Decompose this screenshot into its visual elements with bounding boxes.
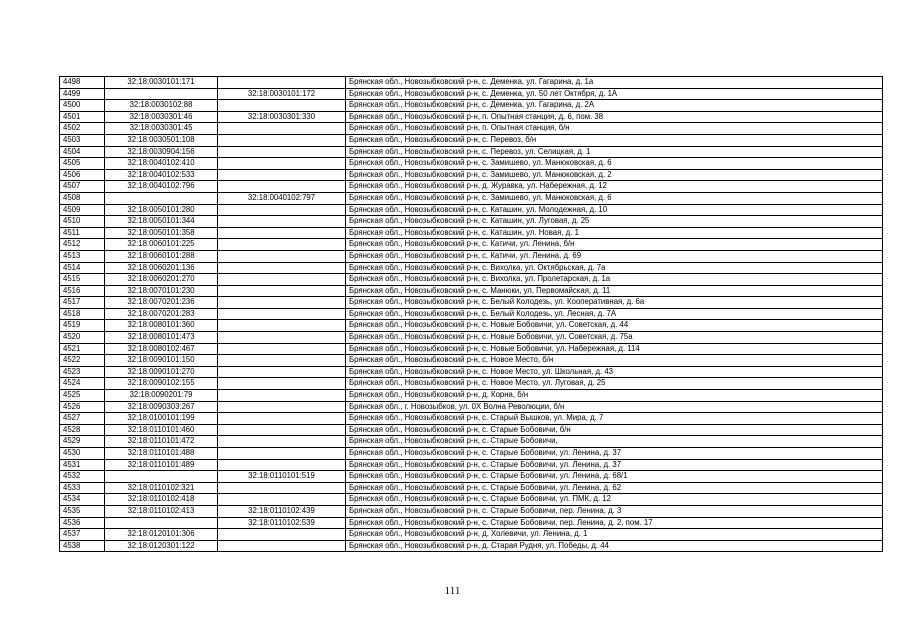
table-row <box>60 274 883 286</box>
row-number-cell: 4535 <box>60 505 105 517</box>
address-cell: Брянская обл., Новозыбковский р-н, с. Манюки, ул. Первомайская, д. 11 <box>346 285 883 297</box>
building-cadastral-number-cell <box>218 308 346 320</box>
land-cadastral-number-cell: 32:18:0120301:122 <box>105 540 218 552</box>
table-row <box>60 239 883 251</box>
land-cadastral-number-cell: 32:18:0090201:79 <box>105 390 218 402</box>
address-cell: Брянская обл., Новозыбковский р-н, с. Каташин, ул. Луговая, д. 25 <box>346 216 883 228</box>
row-number-cell: 4509 <box>60 204 105 216</box>
land-cadastral-number-cell: 32:18:0060201:136 <box>105 262 218 274</box>
land-cadastral-number-cell <box>105 88 218 100</box>
address-cell: Брянская обл., Новозыбковский р-н, с. Замишево, ул. Манюковская, д. 6 <box>346 192 883 204</box>
row-number-cell: 4527 <box>60 413 105 425</box>
row-number-cell: 4525 <box>60 390 105 402</box>
table-row <box>60 529 883 541</box>
row-number-cell: 4538 <box>60 540 105 552</box>
building-cadastral-number-cell <box>218 134 346 146</box>
row-number-cell: 4534 <box>60 494 105 506</box>
table-row <box>60 320 883 332</box>
table-row <box>60 158 883 170</box>
address-cell: Брянская обл., Новозыбковский р-н, с. Перевоз, ул. Селицкая, д. 1 <box>346 146 883 158</box>
table-row <box>60 413 883 425</box>
building-cadastral-number-cell <box>218 169 346 181</box>
land-cadastral-number-cell: 32:18:0030101:171 <box>105 77 218 89</box>
building-cadastral-number-cell: 32:18:0110102:439 <box>218 505 346 517</box>
row-number-cell: 4530 <box>60 448 105 460</box>
building-cadastral-number-cell <box>218 332 346 344</box>
land-cadastral-number-cell: 32:18:0040102:533 <box>105 169 218 181</box>
address-cell: Брянская обл., Новозыбковский р-н, с. Каташин, ул. Молодежная, д. 10 <box>346 204 883 216</box>
table-row <box>60 192 883 204</box>
address-cell: Брянская обл., Новозыбковский р-н, с. Каташин, ул. Новая, д. 1 <box>346 227 883 239</box>
building-cadastral-number-cell <box>218 378 346 390</box>
row-number-cell: 4503 <box>60 134 105 146</box>
address-cell: Брянская обл., Новозыбковский р-н, с. Перевоз, б/н <box>346 134 883 146</box>
land-cadastral-number-cell: 32:18:0090101:270 <box>105 366 218 378</box>
land-cadastral-number-cell: 32:18:0040102:796 <box>105 181 218 193</box>
building-cadastral-number-cell <box>218 250 346 262</box>
land-cadastral-number-cell: 32:18:0120101:306 <box>105 529 218 541</box>
address-cell: Брянская обл., Новозыбковский р-н, д. Холевичи, ул. Ленина, д. 1 <box>346 529 883 541</box>
land-cadastral-number-cell: 32:18:0110101:488 <box>105 448 218 460</box>
table-row <box>60 471 883 483</box>
land-cadastral-number-cell: 32:18:0090303:267 <box>105 401 218 413</box>
address-cell: Брянская обл., Новозыбковский р-н, с. Новое Место, б/н <box>346 355 883 367</box>
address-cell: Брянская обл., Новозыбковский р-н, с. Замишево, ул. Манюковская, д. 6 <box>346 158 883 170</box>
table-row <box>60 355 883 367</box>
table-row <box>60 77 883 89</box>
land-cadastral-number-cell: 32:18:0050101:344 <box>105 216 218 228</box>
table-row <box>60 366 883 378</box>
row-number-cell: 4536 <box>60 517 105 529</box>
table-row <box>60 343 883 355</box>
row-number-cell: 4521 <box>60 343 105 355</box>
building-cadastral-number-cell <box>218 239 346 251</box>
row-number-cell: 4537 <box>60 529 105 541</box>
table-row <box>60 401 883 413</box>
row-number-cell: 4533 <box>60 482 105 494</box>
table-row <box>60 505 883 517</box>
address-cell: Брянская обл., Новозыбковский р-н, с. Старые Бобовичи, ул. Ленина, д. 37 <box>346 448 883 460</box>
table-row <box>60 332 883 344</box>
address-cell: Брянская обл., Новозыбковский р-н, с. Старые Бобовичи, пер. Ленина, д. 3 <box>346 505 883 517</box>
land-cadastral-number-cell: 32:18:0070201:283 <box>105 308 218 320</box>
table-row <box>60 459 883 471</box>
building-cadastral-number-cell <box>218 123 346 135</box>
building-cadastral-number-cell: 32:18:0040102:797 <box>218 192 346 204</box>
row-number-cell: 4524 <box>60 378 105 390</box>
building-cadastral-number-cell <box>218 343 346 355</box>
building-cadastral-number-cell <box>218 181 346 193</box>
row-number-cell: 4531 <box>60 459 105 471</box>
land-cadastral-number-cell: 32:18:0080102:467 <box>105 343 218 355</box>
address-cell: Брянская обл., г. Новозыбков, ул. 0Х Волна Революции, б/н <box>346 401 883 413</box>
row-number-cell: 4499 <box>60 88 105 100</box>
table-row <box>60 216 883 228</box>
table-row <box>60 540 883 552</box>
land-cadastral-number-cell: 32:18:0070201:236 <box>105 297 218 309</box>
address-cell: Брянская обл., Новозыбковский р-н, с. Старые Бобовичи, ул. Ленина, д. 68/1 <box>346 471 883 483</box>
land-cadastral-number-cell: 32:18:0060201:270 <box>105 274 218 286</box>
address-cell: Брянская обл., Новозыбковский р-н, с. Старый Вышков, ул. Мира, д. 7 <box>346 413 883 425</box>
address-cell: Брянская обл., Новозыбковский р-н, с. Новые Бобовичи, ул. Советская, д. 44 <box>346 320 883 332</box>
land-cadastral-number-cell: 32:18:0060101:288 <box>105 250 218 262</box>
building-cadastral-number-cell <box>218 424 346 436</box>
building-cadastral-number-cell <box>218 448 346 460</box>
land-cadastral-number-cell: 32:18:0110102:418 <box>105 494 218 506</box>
land-cadastral-number-cell: 32:18:0080101:473 <box>105 332 218 344</box>
row-number-cell: 4517 <box>60 297 105 309</box>
row-number-cell: 4518 <box>60 308 105 320</box>
land-cadastral-number-cell: 32:18:0110101:460 <box>105 424 218 436</box>
table-row <box>60 100 883 112</box>
row-number-cell: 4505 <box>60 158 105 170</box>
table-row <box>60 262 883 274</box>
row-number-cell: 4512 <box>60 239 105 251</box>
row-number-cell: 4510 <box>60 216 105 228</box>
address-cell: Брянская обл., Новозыбковский р-н, с. Новые Бобовичи, ул. Набережная, д. 114 <box>346 343 883 355</box>
address-cell: Брянская обл., Новозыбковский р-н, п. Опытная станция, б/н <box>346 123 883 135</box>
land-cadastral-number-cell: 32:18:0090101:150 <box>105 355 218 367</box>
address-cell: Брянская обл., Новозыбковский р-н, с. Белый Колодезь, ул. Кооперативная, д. 6а <box>346 297 883 309</box>
land-cadastral-number-cell: 32:18:0030904:156 <box>105 146 218 158</box>
building-cadastral-number-cell: 32:18:0110102:539 <box>218 517 346 529</box>
table-row <box>60 204 883 216</box>
building-cadastral-number-cell <box>218 494 346 506</box>
building-cadastral-number-cell <box>218 274 346 286</box>
land-cadastral-number-cell: 32:18:0080101:360 <box>105 320 218 332</box>
building-cadastral-number-cell <box>218 540 346 552</box>
table-row <box>60 123 883 135</box>
table-row <box>60 134 883 146</box>
land-cadastral-number-cell: 32:18:0030301:45 <box>105 123 218 135</box>
building-cadastral-number-cell <box>218 413 346 425</box>
address-cell: Брянская обл., Новозыбковский р-н, д. Корна, б/н <box>346 390 883 402</box>
row-number-cell: 4523 <box>60 366 105 378</box>
land-cadastral-number-cell: 32:18:0100101:199 <box>105 413 218 425</box>
building-cadastral-number-cell <box>218 366 346 378</box>
building-cadastral-number-cell: 32:18:0110101:519 <box>218 471 346 483</box>
building-cadastral-number-cell: 32:18:0030301:330 <box>218 111 346 123</box>
table-row <box>60 111 883 123</box>
row-number-cell: 4513 <box>60 250 105 262</box>
table-row <box>60 448 883 460</box>
building-cadastral-number-cell <box>218 216 346 228</box>
land-cadastral-number-cell: 32:18:0110101:472 <box>105 436 218 448</box>
row-number-cell: 4506 <box>60 169 105 181</box>
building-cadastral-number-cell <box>218 390 346 402</box>
address-cell: Брянская обл., Новозыбковский р-н, д. Старая Рудня, ул. Победы, д. 44 <box>346 540 883 552</box>
building-cadastral-number-cell <box>218 146 346 158</box>
building-cadastral-number-cell <box>218 401 346 413</box>
address-cell: Брянская обл., Новозыбковский р-н, с. Вихолка, ул. Октябрьская, д. 7а <box>346 262 883 274</box>
building-cadastral-number-cell <box>218 436 346 448</box>
row-number-cell: 4528 <box>60 424 105 436</box>
table-row <box>60 169 883 181</box>
address-cell: Брянская обл., Новозыбковский р-н, с. Старые Бобовичи, ул. Ленина, д. 37 <box>346 459 883 471</box>
table-row <box>60 482 883 494</box>
table-row <box>60 146 883 158</box>
address-cell: Брянская обл., Новозыбковский р-н, с. Деменка, ул. 50 лет Октября, д. 1А <box>346 88 883 100</box>
address-cell: Брянская обл., Новозыбковский р-н, с. Вихолка, ул. Пролетарская, д. 1а <box>346 274 883 286</box>
land-cadastral-number-cell: 32:18:0110101:489 <box>105 459 218 471</box>
building-cadastral-number-cell <box>218 77 346 89</box>
building-cadastral-number-cell <box>218 297 346 309</box>
address-cell: Брянская обл., Новозыбковский р-н, д. Журавка, ул. Набережная, д. 12 <box>346 181 883 193</box>
land-cadastral-number-cell: 32:18:0060101:225 <box>105 239 218 251</box>
building-cadastral-number-cell <box>218 529 346 541</box>
building-cadastral-number-cell <box>218 285 346 297</box>
table-row <box>60 227 883 239</box>
address-cell: Брянская обл., Новозыбковский р-н, с. Катичи, ул. Ленина, д. 69 <box>346 250 883 262</box>
land-cadastral-number-cell: 32:18:0110102:321 <box>105 482 218 494</box>
table-row <box>60 181 883 193</box>
table-row <box>60 494 883 506</box>
table-row <box>60 308 883 320</box>
address-cell: Брянская обл., Новозыбковский р-н, с. Старые Бобовичи, б/н <box>346 424 883 436</box>
address-cell: Брянская обл., Новозыбковский р-н, с. Новое Место, ул. Школьная, д. 43 <box>346 366 883 378</box>
address-cell: Брянская обл., Новозыбковский р-н, с. Белый Колодезь, ул. Лесная, д. 7А <box>346 308 883 320</box>
property-registry-table <box>59 76 883 552</box>
row-number-cell: 4502 <box>60 123 105 135</box>
address-cell: Брянская обл., Новозыбковский р-н, с. Деменка, ул. Гагарина, д. 2А <box>346 100 883 112</box>
row-number-cell: 4500 <box>60 100 105 112</box>
table-row <box>60 250 883 262</box>
table-row <box>60 297 883 309</box>
row-number-cell: 4529 <box>60 436 105 448</box>
building-cadastral-number-cell <box>218 227 346 239</box>
building-cadastral-number-cell <box>218 100 346 112</box>
address-cell: Брянская обл., Новозыбковский р-н, с. Старые Бобовичи, ул. ПМК, д. 12 <box>346 494 883 506</box>
row-number-cell: 4511 <box>60 227 105 239</box>
land-cadastral-number-cell: 32:18:0090102:155 <box>105 378 218 390</box>
row-number-cell: 4504 <box>60 146 105 158</box>
building-cadastral-number-cell: 32:18:0030101:172 <box>218 88 346 100</box>
address-cell: Брянская обл., Новозыбковский р-н, с. Замишево, ул. Манюковская, д. 2 <box>346 169 883 181</box>
table-row <box>60 88 883 100</box>
address-cell: Брянская обл., Новозыбковский р-н, с. Катичи, ул. Ленина, б/н <box>346 239 883 251</box>
land-cadastral-number-cell: 32:18:0110102:413 <box>105 505 218 517</box>
address-cell: Брянская обл., Новозыбковский р-н, с. Деменка, ул. Гагарина, д. 1а <box>346 77 883 89</box>
row-number-cell: 4508 <box>60 192 105 204</box>
land-cadastral-number-cell: 32:18:0050101:280 <box>105 204 218 216</box>
land-cadastral-number-cell: 32:18:0030501:108 <box>105 134 218 146</box>
building-cadastral-number-cell <box>218 320 346 332</box>
building-cadastral-number-cell <box>218 482 346 494</box>
address-cell: Брянская обл., Новозыбковский р-н, с. Новые Бобовичи, ул. Советская, д. 75а <box>346 332 883 344</box>
row-number-cell: 4519 <box>60 320 105 332</box>
building-cadastral-number-cell <box>218 355 346 367</box>
table-row <box>60 378 883 390</box>
land-cadastral-number-cell: 32:18:0040102:410 <box>105 158 218 170</box>
land-cadastral-number-cell: 32:18:0050101:358 <box>105 227 218 239</box>
building-cadastral-number-cell <box>218 158 346 170</box>
page-number: 111 <box>444 585 461 597</box>
table-row <box>60 436 883 448</box>
table-row <box>60 390 883 402</box>
building-cadastral-number-cell <box>218 262 346 274</box>
table-row <box>60 285 883 297</box>
table-row <box>60 424 883 436</box>
building-cadastral-number-cell <box>218 459 346 471</box>
registry-body <box>60 77 883 552</box>
row-number-cell: 4520 <box>60 332 105 344</box>
address-cell: Брянская обл., Новозыбковский р-н, с. Старые Бобовичи, ул. Ленина, д. 62 <box>346 482 883 494</box>
row-number-cell: 4522 <box>60 355 105 367</box>
land-cadastral-number-cell <box>105 471 218 483</box>
address-cell: Брянская обл., Новозыбковский р-н, с. Старые Бобовичи, пер. Ленина, д. 2, пом. 17 <box>346 517 883 529</box>
table-row <box>60 517 883 529</box>
land-cadastral-number-cell: 32:18:0070101:230 <box>105 285 218 297</box>
row-number-cell: 4501 <box>60 111 105 123</box>
address-cell: Брянская обл., Новозыбковский р-н, с. Новое Место, ул. Луговая, д. 25 <box>346 378 883 390</box>
address-cell: Брянская обл., Новозыбковский р-н, с. Старые Бобовичи, <box>346 436 883 448</box>
row-number-cell: 4526 <box>60 401 105 413</box>
land-cadastral-number-cell <box>105 517 218 529</box>
land-cadastral-number-cell <box>105 192 218 204</box>
building-cadastral-number-cell <box>218 204 346 216</box>
row-number-cell: 4532 <box>60 471 105 483</box>
row-number-cell: 4498 <box>60 77 105 89</box>
row-number-cell: 4507 <box>60 181 105 193</box>
address-cell: Брянская обл., Новозыбковский р-н, п. Опытная станция, д. 6, пом. 38 <box>346 111 883 123</box>
row-number-cell: 4514 <box>60 262 105 274</box>
land-cadastral-number-cell: 32:18:0030301:46 <box>105 111 218 123</box>
row-number-cell: 4515 <box>60 274 105 286</box>
row-number-cell: 4516 <box>60 285 105 297</box>
land-cadastral-number-cell: 32:18:0030102:88 <box>105 100 218 112</box>
